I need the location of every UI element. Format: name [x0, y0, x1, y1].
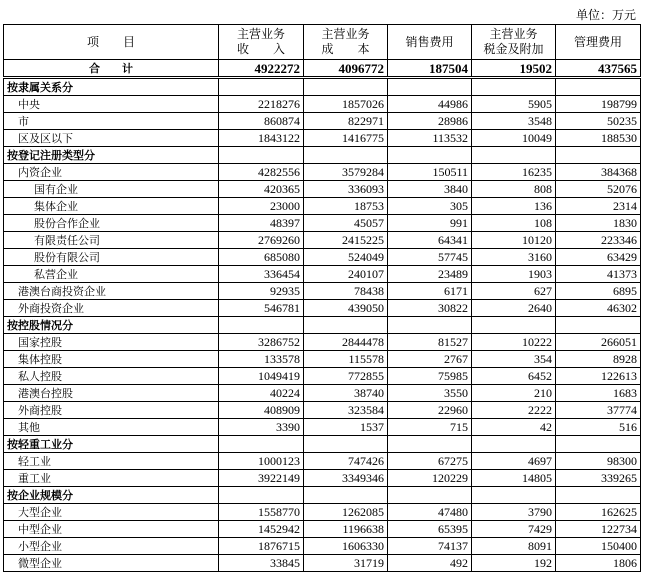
- row-label: 国有企业: [4, 181, 219, 198]
- empty-cell: [388, 436, 472, 453]
- row-value: 747426: [304, 453, 388, 470]
- row-value: 3286752: [219, 334, 304, 351]
- total-value: 4922272: [219, 60, 304, 78]
- row-value: 339265: [556, 470, 641, 487]
- row-label: 港澳台商投资企业: [4, 283, 219, 300]
- row-value: 1903: [472, 266, 556, 283]
- table-row: [4, 181, 641, 198]
- row-label: 外商控股: [4, 402, 219, 419]
- row-label: 集体控股: [4, 351, 219, 368]
- row-value: 860874: [219, 113, 304, 130]
- row-value: 6895: [556, 283, 641, 300]
- row-label: 私人控股: [4, 368, 219, 385]
- row-value: 1806: [556, 555, 641, 572]
- empty-cell: [472, 147, 556, 164]
- row-value: 3840: [388, 181, 472, 198]
- total-label: 合 计: [4, 60, 219, 78]
- table-row: [4, 555, 641, 572]
- header-line: 管理费用: [573, 34, 622, 49]
- row-value: 408909: [219, 402, 304, 419]
- empty-cell: [388, 487, 472, 504]
- row-label: 内资企业: [4, 164, 219, 181]
- row-value: 162625: [556, 504, 641, 521]
- row-label: 中央: [4, 96, 219, 113]
- section-row: [4, 436, 641, 453]
- table-row: [4, 283, 641, 300]
- row-value: 30822: [388, 300, 472, 317]
- row-value: 122613: [556, 368, 641, 385]
- row-value: 2844478: [304, 334, 388, 351]
- header-col: [388, 25, 472, 60]
- row-value: 41373: [556, 266, 641, 283]
- row-value: 305: [388, 198, 472, 215]
- row-value: 16235: [472, 164, 556, 181]
- table-row: [4, 96, 641, 113]
- table-row: [4, 385, 641, 402]
- row-value: 44986: [388, 96, 472, 113]
- row-value: 52076: [556, 181, 641, 198]
- row-label: 股份合作企业: [4, 215, 219, 232]
- row-value: 74137: [388, 538, 472, 555]
- total-value: 19502: [472, 60, 556, 78]
- row-label: 外商投资企业: [4, 300, 219, 317]
- row-value: 40224: [219, 385, 304, 402]
- row-value: 45057: [304, 215, 388, 232]
- row-value: 1857026: [304, 96, 388, 113]
- row-value: 188530: [556, 130, 641, 147]
- row-label: 私营企业: [4, 266, 219, 283]
- row-value: 524049: [304, 249, 388, 266]
- table-row: [4, 164, 641, 181]
- row-label: 有限责任公司: [4, 232, 219, 249]
- row-value: 420365: [219, 181, 304, 198]
- row-value: 115578: [304, 351, 388, 368]
- empty-cell: [304, 147, 388, 164]
- row-value: 92935: [219, 283, 304, 300]
- table-row: [4, 402, 641, 419]
- row-value: 75985: [388, 368, 472, 385]
- row-value: 1416775: [304, 130, 388, 147]
- row-value: 223346: [556, 232, 641, 249]
- empty-cell: [219, 78, 304, 96]
- row-value: 516: [556, 419, 641, 436]
- empty-cell: [388, 78, 472, 96]
- row-value: 266051: [556, 334, 641, 351]
- empty-cell: [219, 487, 304, 504]
- table-row: [4, 368, 641, 385]
- row-value: 1876715: [219, 538, 304, 555]
- row-value: 240107: [304, 266, 388, 283]
- row-value: 133578: [219, 351, 304, 368]
- row-value: 23000: [219, 198, 304, 215]
- table-row: [4, 334, 641, 351]
- row-value: 10222: [472, 334, 556, 351]
- section-row: [4, 317, 641, 334]
- empty-cell: [219, 147, 304, 164]
- empty-cell: [219, 436, 304, 453]
- table-row: [4, 453, 641, 470]
- table-row: [4, 521, 641, 538]
- row-value: 81527: [388, 334, 472, 351]
- empty-cell: [472, 436, 556, 453]
- header-col: [219, 25, 304, 60]
- section-label: 按登记注册类型分: [4, 147, 219, 164]
- row-value: 1537: [304, 419, 388, 436]
- row-value: 63429: [556, 249, 641, 266]
- empty-cell: [556, 317, 641, 334]
- row-value: 2222: [472, 402, 556, 419]
- row-value: 1196638: [304, 521, 388, 538]
- row-label: 港澳台控股: [4, 385, 219, 402]
- total-value: 4096772: [304, 60, 388, 78]
- header-row: [4, 25, 641, 60]
- row-value: 4282556: [219, 164, 304, 181]
- row-value: 5905: [472, 96, 556, 113]
- row-value: 31719: [304, 555, 388, 572]
- empty-cell: [472, 78, 556, 96]
- row-value: 2769260: [219, 232, 304, 249]
- row-value: 323584: [304, 402, 388, 419]
- section-label: 按隶属关系分: [4, 78, 219, 96]
- row-value: 1452942: [219, 521, 304, 538]
- row-value: 150400: [556, 538, 641, 555]
- row-value: 354: [472, 351, 556, 368]
- row-value: 8091: [472, 538, 556, 555]
- row-value: 808: [472, 181, 556, 198]
- empty-cell: [556, 147, 641, 164]
- empty-cell: [556, 436, 641, 453]
- empty-cell: [304, 487, 388, 504]
- row-value: 210: [472, 385, 556, 402]
- row-value: 113532: [388, 130, 472, 147]
- row-value: 1262085: [304, 504, 388, 521]
- row-value: 1830: [556, 215, 641, 232]
- row-value: 715: [388, 419, 472, 436]
- row-value: 28986: [388, 113, 472, 130]
- row-value: 198799: [556, 96, 641, 113]
- statistics-table: [3, 24, 641, 572]
- row-value: 48397: [219, 215, 304, 232]
- row-label: 中型企业: [4, 521, 219, 538]
- row-value: 47480: [388, 504, 472, 521]
- row-value: 3790: [472, 504, 556, 521]
- row-value: 67275: [388, 453, 472, 470]
- row-value: 492: [388, 555, 472, 572]
- row-value: 546781: [219, 300, 304, 317]
- row-value: 336454: [219, 266, 304, 283]
- table-row: [4, 419, 641, 436]
- row-label: 区及区以下: [4, 130, 219, 147]
- table-row: [4, 266, 641, 283]
- row-label: 小型企业: [4, 538, 219, 555]
- row-value: 57745: [388, 249, 472, 266]
- table-row: [4, 504, 641, 521]
- header-col: [304, 25, 388, 60]
- row-value: 1606330: [304, 538, 388, 555]
- section-row: [4, 147, 641, 164]
- row-value: 108: [472, 215, 556, 232]
- row-value: 14805: [472, 470, 556, 487]
- row-value: 3160: [472, 249, 556, 266]
- row-value: 22960: [388, 402, 472, 419]
- header-line: 主营业务: [489, 27, 538, 41]
- row-value: 685080: [219, 249, 304, 266]
- section-row: [4, 78, 641, 96]
- row-value: 33845: [219, 555, 304, 572]
- row-value: 122734: [556, 521, 641, 538]
- table-row: [4, 538, 641, 555]
- total-value: 187504: [388, 60, 472, 78]
- table-row: [4, 470, 641, 487]
- header-line: 主营业务: [321, 27, 370, 41]
- row-label: 股份有限公司: [4, 249, 219, 266]
- row-value: 38740: [304, 385, 388, 402]
- row-label: 市: [4, 113, 219, 130]
- row-value: 42: [472, 419, 556, 436]
- row-value: 2415225: [304, 232, 388, 249]
- row-value: 78438: [304, 283, 388, 300]
- header-line: 成 本: [321, 42, 370, 56]
- row-value: 6171: [388, 283, 472, 300]
- unit-label: 单位：万元: [575, 8, 636, 22]
- header-line: 收 入: [236, 42, 285, 56]
- row-value: 10120: [472, 232, 556, 249]
- row-value: 65395: [388, 521, 472, 538]
- section-label: 按控股情况分: [4, 317, 219, 334]
- row-value: 2767: [388, 351, 472, 368]
- row-value: 192: [472, 555, 556, 572]
- row-value: 991: [388, 215, 472, 232]
- empty-cell: [304, 436, 388, 453]
- total-row: [4, 60, 641, 78]
- row-value: 822971: [304, 113, 388, 130]
- row-value: 7429: [472, 521, 556, 538]
- row-value: 1049419: [219, 368, 304, 385]
- header-line: 税金及附加: [483, 42, 544, 56]
- row-value: 46302: [556, 300, 641, 317]
- empty-cell: [388, 147, 472, 164]
- empty-cell: [388, 317, 472, 334]
- row-label: 微型企业: [4, 555, 219, 572]
- row-label: 大型企业: [4, 504, 219, 521]
- row-label: 集体企业: [4, 198, 219, 215]
- header-col: [556, 25, 641, 60]
- empty-cell: [219, 317, 304, 334]
- table-row: [4, 232, 641, 249]
- row-value: 10049: [472, 130, 556, 147]
- row-value: 1558770: [219, 504, 304, 521]
- row-value: 18753: [304, 198, 388, 215]
- row-label: 其他: [4, 419, 219, 436]
- header-line: 主营业务: [236, 27, 285, 41]
- row-value: 3349346: [304, 470, 388, 487]
- empty-cell: [472, 317, 556, 334]
- row-value: 1683: [556, 385, 641, 402]
- row-value: 2640: [472, 300, 556, 317]
- header-item: 项 目: [4, 25, 219, 60]
- header-line: 销售费用: [405, 34, 454, 49]
- table-row: [4, 351, 641, 368]
- row-value: 384368: [556, 164, 641, 181]
- table-row: [4, 249, 641, 266]
- total-value: 437565: [556, 60, 641, 78]
- row-value: 3390: [219, 419, 304, 436]
- row-value: 3579284: [304, 164, 388, 181]
- empty-cell: [556, 78, 641, 96]
- row-value: 23489: [388, 266, 472, 283]
- empty-cell: [304, 317, 388, 334]
- row-value: 3548: [472, 113, 556, 130]
- section-label: 按轻重工业分: [4, 436, 219, 453]
- row-value: 136: [472, 198, 556, 215]
- row-value: 3550: [388, 385, 472, 402]
- table-row: [4, 198, 641, 215]
- table-row: [4, 113, 641, 130]
- row-value: 627: [472, 283, 556, 300]
- row-value: 64341: [388, 232, 472, 249]
- empty-cell: [304, 78, 388, 96]
- section-row: [4, 487, 641, 504]
- empty-cell: [556, 487, 641, 504]
- row-value: 772855: [304, 368, 388, 385]
- header-col: [472, 25, 556, 60]
- row-value: 98300: [556, 453, 641, 470]
- row-value: 50235: [556, 113, 641, 130]
- row-label: 轻工业: [4, 453, 219, 470]
- row-value: 8928: [556, 351, 641, 368]
- table-row: [4, 300, 641, 317]
- row-value: 6452: [472, 368, 556, 385]
- row-value: 336093: [304, 181, 388, 198]
- row-value: 439050: [304, 300, 388, 317]
- row-label: 国家控股: [4, 334, 219, 351]
- row-value: 3922149: [219, 470, 304, 487]
- row-value: 37774: [556, 402, 641, 419]
- row-value: 2314: [556, 198, 641, 215]
- row-value: 150511: [388, 164, 472, 181]
- row-value: 1000123: [219, 453, 304, 470]
- section-label: 按企业规模分: [4, 487, 219, 504]
- table-row: [4, 130, 641, 147]
- row-value: 120229: [388, 470, 472, 487]
- row-value: 2218276: [219, 96, 304, 113]
- row-value: 1843122: [219, 130, 304, 147]
- row-value: 4697: [472, 453, 556, 470]
- row-label: 重工业: [4, 470, 219, 487]
- empty-cell: [472, 487, 556, 504]
- table-row: [4, 215, 641, 232]
